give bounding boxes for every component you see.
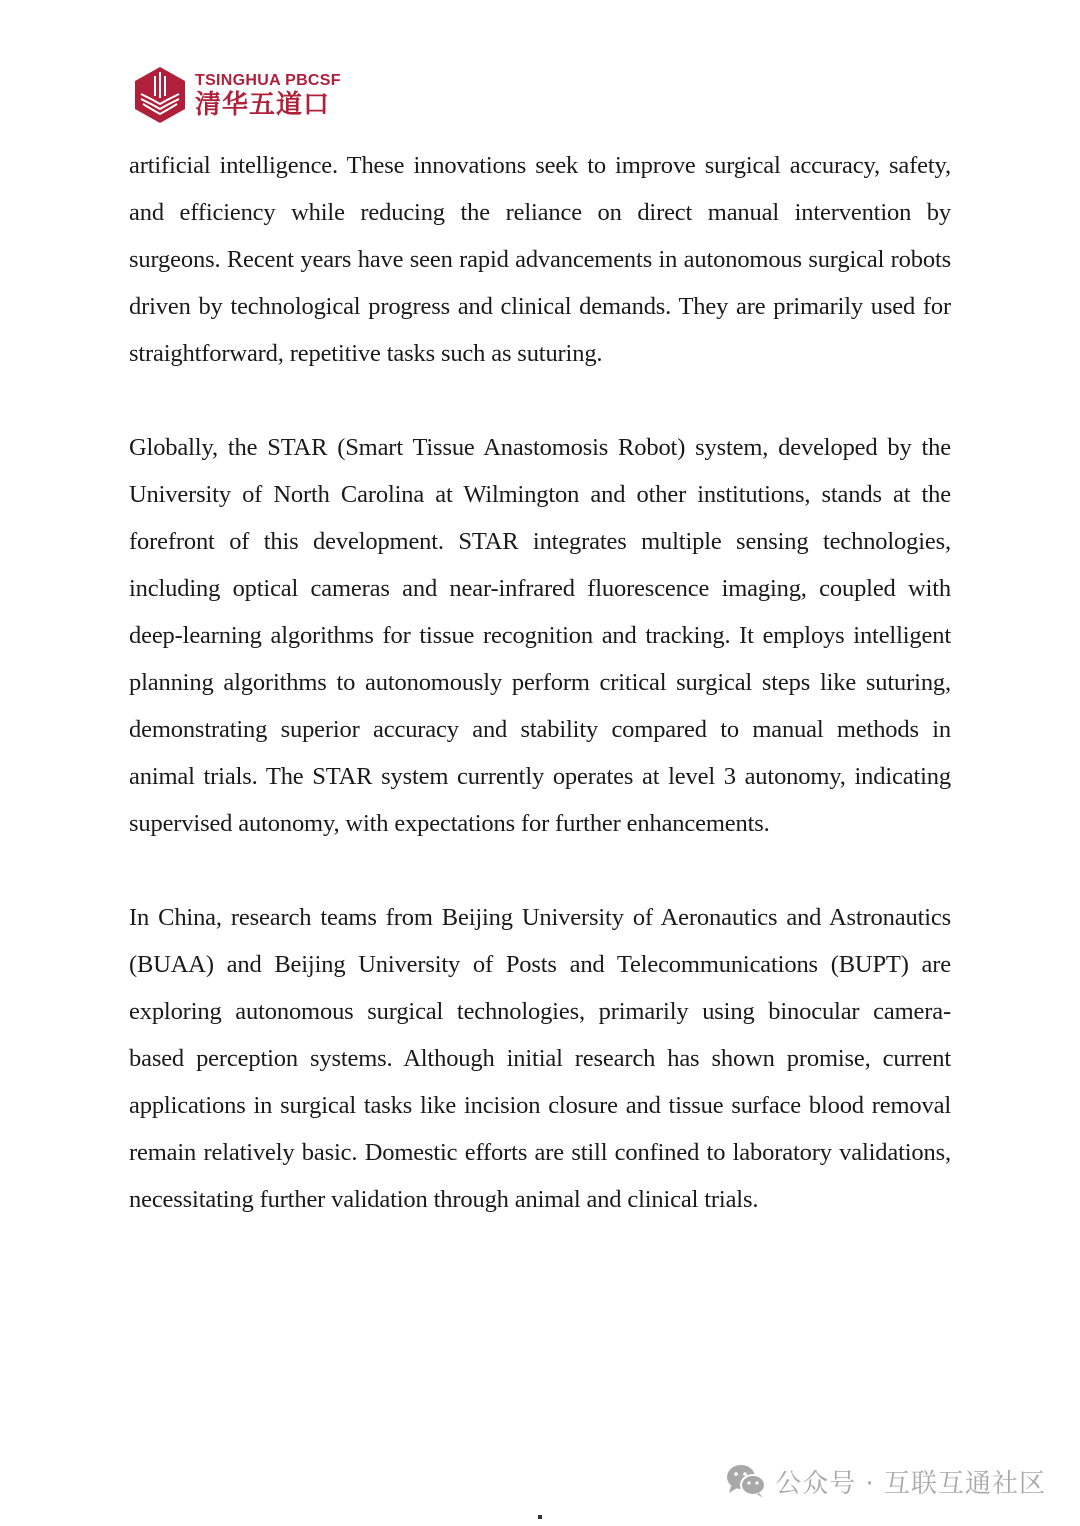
paragraph-china-research: In China, research teams from Beijing University of Aeronautics and Astronautics (BUAA) and Beijing University of Posts and Telecommunications (BUPT) are exploring autonomous surgical technologies, primarily using binocular camera-based perception systems. Although initial research has shown promise, current applications in surgical tasks like incision closure and tissue surface blood removal remain relatively basic. Domestic efforts are still confined to laboratory validations, necessitating further validation through animal and clinical trials. [129,904,951,1213]
brand-wordmark [195,73,341,118]
document-header [133,66,341,124]
watermark-text: 公众号 · 互联互通社区 [775,1468,1046,1499]
tsinghua-logo-icon [133,66,187,124]
wechat-watermark [725,1462,1046,1500]
brand-name-chinese: 清华五道口 [195,89,331,120]
wechat-icon [725,1462,767,1500]
brand-name-english: TSINGHUA PBCSF [195,71,341,89]
document-body [129,142,951,1270]
page-marker-dot [538,1515,542,1519]
paragraph-intro-continuation: artificial intelligence. These innovations seek to improve surgical accuracy, safety, and efficiency while reducing the reliance on direct manual intervention by surgeons. Recent years have seen rapid advancements in autonomous surgical robots driven by technological progress and clinical demands. They are primarily used for straightforward, repetitive tasks such as suturing. [129,152,951,367]
paragraph-star-system: Globally, the STAR (Smart Tissue Anastomosis Robot) system, developed by the University of North Carolina at Wilmington and other institutions, stands at the forefront of this development. STAR integrates multiple sensing technologies, including optical cameras and near-infrared fluorescence imaging, coupled with deep-learning algorithms for tissue recognition and tracking. It employs intelligent planning algorithms to autonomously perform critical surgical steps like suturing, demonstrating superior accuracy and stability compared to manual methods in animal trials. The STAR system currently operates at level 3 autonomy, indicating supervised autonomy, with expectations for further enhancements. [129,434,951,837]
